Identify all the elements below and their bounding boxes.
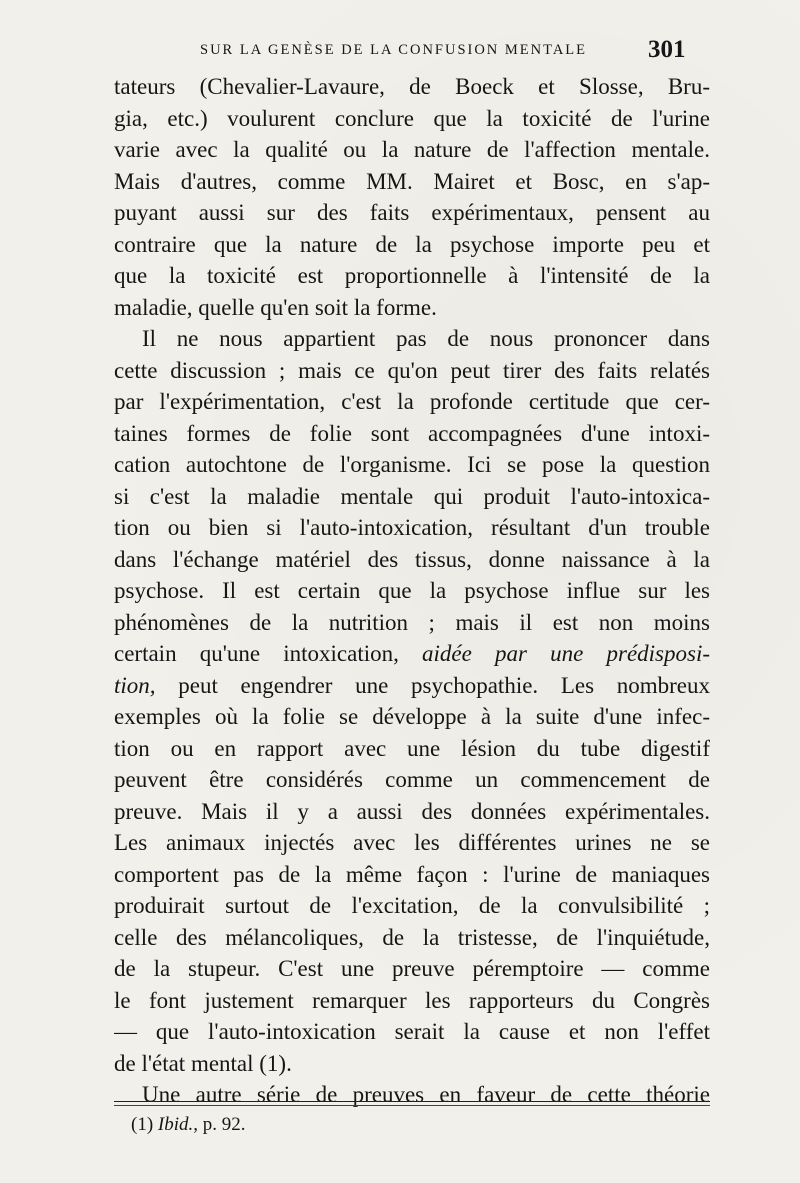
text-line: phénomènes de la nutrition ; mais il est non moins — [114, 609, 710, 635]
text-line: cation autochtone de l'organisme. Ici se pose la question — [114, 452, 710, 477]
footnote — [131, 1110, 246, 1140]
footnote-marker: (1) — [131, 1114, 154, 1135]
running-head — [0, 38, 800, 62]
text-line-mixed — [114, 638, 710, 670]
text-line: Il ne nous appartient pas de nous prononcer dans — [142, 326, 710, 351]
text-line: gia, etc.) voulurent conclure que la toxicité de l'urine — [114, 105, 710, 131]
text-line: Mais d'autres, comme MM. Mairet et Bosc, en s'ap- — [114, 168, 710, 194]
text-line: puyant aussi sur des faits expérimentaux, pensent au — [114, 200, 710, 225]
text-line: contraire que la nature de la psychose importe peu et — [114, 231, 710, 257]
text-line: peuvent être considérés comme un commencement de — [114, 767, 710, 792]
text-line-mixed — [114, 670, 710, 702]
footnote-reference: Ibid. — [157, 1114, 194, 1135]
text-segment: peut engendrer une psychopathie. Les nombreux — [178, 672, 710, 698]
text-line: tateurs (Chevalier-Lavaure, de Boeck et Slosse, Bru- — [114, 74, 710, 99]
italic-segment: tion, — [114, 672, 156, 698]
text-line: taines formes de folie sont accompagnées d'une intoxi- — [114, 420, 710, 446]
footnote-rule — [114, 1101, 710, 1102]
text-segment: certain qu'une intoxication, — [114, 641, 399, 666]
footnote-page: , p. 92. — [193, 1114, 246, 1135]
text-line: Une autre série de preuves en faveur de cette théorie — [142, 1082, 710, 1107]
text-line: — que l'auto-intoxication serait la cause et non l'effet — [114, 1019, 710, 1044]
text-line: cette discussion ; mais ce qu'on peut tirer des faits relatés — [114, 357, 710, 383]
text-line: Les animaux injectés avec les différentes urines ne se — [114, 830, 710, 855]
text-line: dans l'échange matériel des tissus, donne naissance à la — [114, 546, 710, 572]
body-text — [114, 71, 710, 1111]
text-line: le font justement remarquer les rapporteurs du Congrès — [114, 987, 710, 1013]
running-title: SUR LA GENÈSE DE LA CONFUSION MENTALE — [200, 42, 588, 58]
text-line: par l'expérimentation, c'est la profonde certitude que cer- — [114, 389, 710, 414]
text-line: de la stupeur. C'est une preuve péremptoire — comme — [114, 956, 710, 981]
text-line: tion ou en rapport avec une lésion du tube digestif — [114, 735, 710, 761]
text-line: comportent pas de la même façon : l'urine de maniaques — [114, 861, 710, 887]
text-line: maladie, quelle qu'en soit la forme. — [114, 294, 437, 320]
footnote-rule — [114, 1105, 710, 1106]
text-line: produirait surtout de l'excitation, de la convulsibilité ; — [114, 893, 710, 918]
text-line: tion ou bien si l'auto-intoxication, résultant d'un trouble — [114, 515, 710, 540]
page-number: 301 — [648, 36, 686, 63]
text-line: exemples où la folie se développe à la suite d'une infec- — [114, 704, 710, 729]
text-line: que la toxicité est proportionnelle à l'intensité de la — [114, 263, 710, 288]
text-line: si c'est la maladie mentale qui produit l'auto-intoxica- — [114, 483, 710, 509]
text-line: preuve. Mais il y a aussi des données expérimentales. — [114, 798, 710, 824]
text-line: de l'état mental (1). — [114, 1050, 292, 1076]
text-line: varie avec la qualité ou la nature de l'affection mentale. — [114, 137, 710, 162]
italic-segment: aidée par une prédisposi- — [422, 641, 710, 666]
text-line: celle des mélancoliques, de la tristesse, de l'inquiétude, — [114, 924, 710, 950]
text-line: psychose. Il est certain que la psychose influe sur les — [114, 578, 710, 603]
